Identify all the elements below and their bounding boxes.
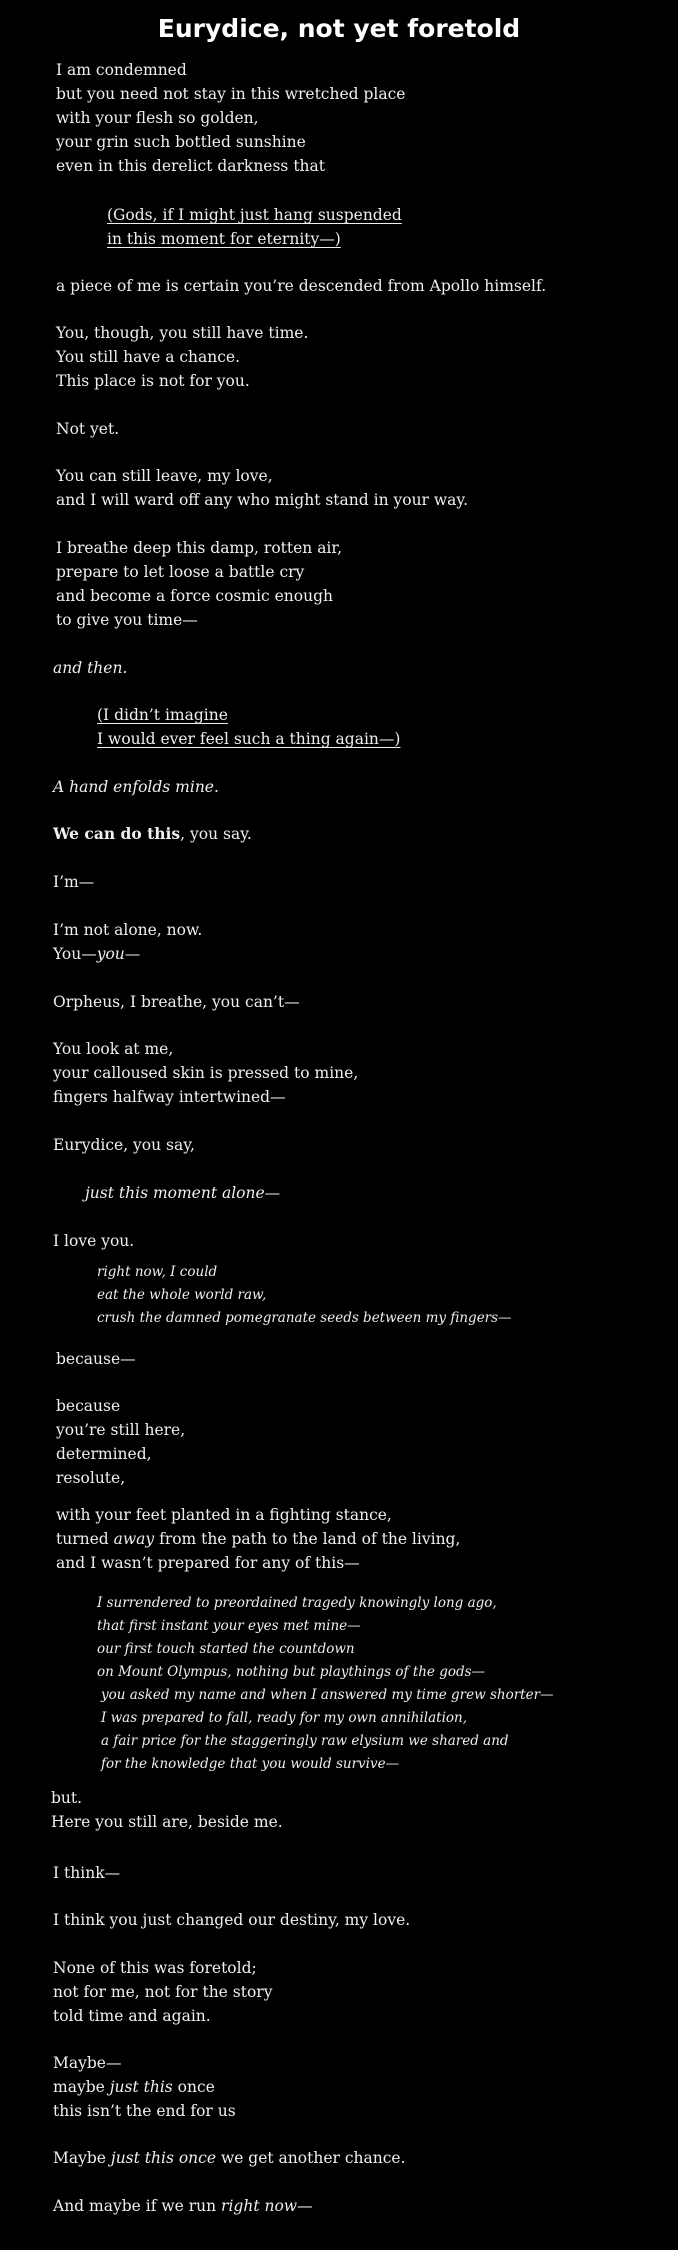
poem-line: determined, bbox=[56, 1445, 152, 1463]
poem-line: this isn’t the end for us bbox=[53, 2102, 236, 2120]
poem-line: told time and again. bbox=[53, 2007, 211, 2025]
poem-line: I think you just changed our destiny, my love. bbox=[53, 1911, 411, 1929]
poem-line: Orpheus, I breathe, you can’t— bbox=[53, 993, 300, 1011]
poem-line-italic: I surrendered to preordained tragedy knowingly long ago, bbox=[97, 1595, 497, 1611]
poem-line: prepare to let loose a battle cry bbox=[56, 563, 305, 581]
poem-line: not for me, not for the story bbox=[53, 1983, 273, 2001]
poem-line: your grin such bottled sunshine bbox=[56, 133, 306, 151]
poem-line-italic: for the knowledge that you would survive— bbox=[101, 1756, 400, 1772]
poem-line: fingers halfway intertwined— bbox=[53, 1088, 286, 1106]
poem-line: You still have a chance. bbox=[56, 348, 241, 366]
poem-line: I breathe deep this damp, rotten air, bbox=[56, 539, 343, 557]
poem-line: because bbox=[56, 1397, 121, 1415]
poem-line-underlined: (Gods, if I might just hang suspended bbox=[107, 206, 402, 224]
poem-line: Eurydice, you say, bbox=[53, 1136, 195, 1154]
poem-line: You, though, you still have time. bbox=[56, 324, 309, 342]
poem-line: and I will ward off any who might stand in your way. bbox=[56, 491, 469, 509]
poem-line: I’m not alone, now. bbox=[53, 921, 203, 939]
poem-line: because— bbox=[56, 1350, 136, 1368]
poem-line: Maybe— bbox=[53, 2054, 122, 2072]
line-part: from the path to the land of the living, bbox=[154, 1530, 461, 1548]
italic-phrase: right now bbox=[221, 2197, 298, 2215]
poem-line: None of this was foretold; bbox=[53, 1959, 257, 1977]
poem-line: your calloused skin is pressed to mine, bbox=[53, 1064, 359, 1082]
poem-line: but you need not stay in this wretched place bbox=[56, 85, 406, 103]
poem-line: This place is not for you. bbox=[56, 372, 250, 390]
poem-line-italic: eat the whole world raw, bbox=[97, 1287, 267, 1303]
line-part: once bbox=[172, 2078, 215, 2096]
poem-line: Here you still are, beside me. bbox=[51, 1813, 283, 1831]
poem-line: resolute, bbox=[56, 1469, 126, 1487]
poem-line-italic: that first instant your eyes met mine— bbox=[97, 1618, 361, 1634]
poem-line: with your feet planted in a fighting stance, bbox=[56, 1506, 392, 1524]
poem-line-italic: a fair price for the staggeringly raw elysium we shared and bbox=[101, 1733, 509, 1749]
poem-line bbox=[53, 822, 252, 846]
italic-phrase: away bbox=[113, 1530, 155, 1548]
italic-phrase: you— bbox=[96, 945, 141, 963]
poem-line-underlined: in this moment for eternity—) bbox=[107, 230, 341, 248]
line-part: maybe bbox=[53, 2078, 110, 2096]
poem-line-italic: crush the damned pomegranate seeds between my fingers— bbox=[97, 1310, 512, 1326]
poem-line: I am condemned bbox=[56, 61, 187, 79]
line-part: we get another chance. bbox=[216, 2149, 406, 2167]
poem-line-italic: on Mount Olympus, nothing but playthings of the gods— bbox=[97, 1664, 486, 1680]
line-part: turned bbox=[56, 1530, 114, 1548]
poem-line-italic: our first touch started the countdown bbox=[97, 1641, 355, 1657]
poem-line: and become a force cosmic enough bbox=[56, 587, 334, 605]
line-part: And maybe if we run bbox=[53, 2197, 222, 2215]
line-part: Maybe bbox=[53, 2149, 111, 2167]
poem-line: You look at me, bbox=[53, 1040, 174, 1058]
poem-line: to give you time— bbox=[56, 611, 198, 629]
poem-line-italic: A hand enfolds mine. bbox=[53, 778, 219, 796]
poem-line: but. bbox=[51, 1789, 83, 1807]
line-part: You— bbox=[53, 945, 97, 963]
poem-line-underlined: I would ever feel such a thing again—) bbox=[97, 730, 401, 748]
italic-phrase: just this once bbox=[110, 2149, 217, 2167]
poem-line-italic: you asked my name and when I answered my time grew shorter— bbox=[101, 1687, 554, 1703]
poem-line-italic: just this moment alone— bbox=[85, 1184, 281, 1202]
poem-line: I love you. bbox=[53, 1232, 135, 1250]
poem-line-italic: I was prepared to fall, ready for my own annihilation, bbox=[101, 1710, 468, 1726]
poem-line bbox=[53, 2194, 313, 2218]
poem-line bbox=[53, 2075, 215, 2099]
poem-line-italic: right now, I could bbox=[97, 1264, 218, 1280]
poem-line bbox=[53, 942, 140, 966]
poem-line: I think— bbox=[53, 1864, 121, 1882]
poem-line: and I wasn’t prepared for any of this— bbox=[56, 1554, 360, 1572]
poem-line: Not yet. bbox=[56, 420, 120, 438]
poem-line: a piece of me is certain you’re descended from Apollo himself. bbox=[56, 277, 547, 295]
line-part: — bbox=[297, 2197, 313, 2215]
poem-line: you’re still here, bbox=[56, 1421, 186, 1439]
poem-line: even in this derelict darkness that bbox=[56, 157, 325, 175]
italic-phrase: just this bbox=[109, 2078, 173, 2096]
bold-phrase: We can do this bbox=[53, 824, 181, 843]
line-rest: , you say. bbox=[180, 825, 252, 843]
poem-line bbox=[56, 1527, 460, 1551]
poem-line-italic: and then. bbox=[53, 659, 128, 677]
poem-line: I’m— bbox=[53, 873, 95, 891]
poem-line-underlined: (I didn’t imagine bbox=[97, 706, 228, 724]
poem-line: with your flesh so golden, bbox=[56, 109, 259, 127]
poem-line bbox=[53, 2146, 406, 2170]
poem-line: You can still leave, my love, bbox=[56, 467, 273, 485]
page-title: Eurydice, not yet foretold bbox=[157, 14, 521, 43]
